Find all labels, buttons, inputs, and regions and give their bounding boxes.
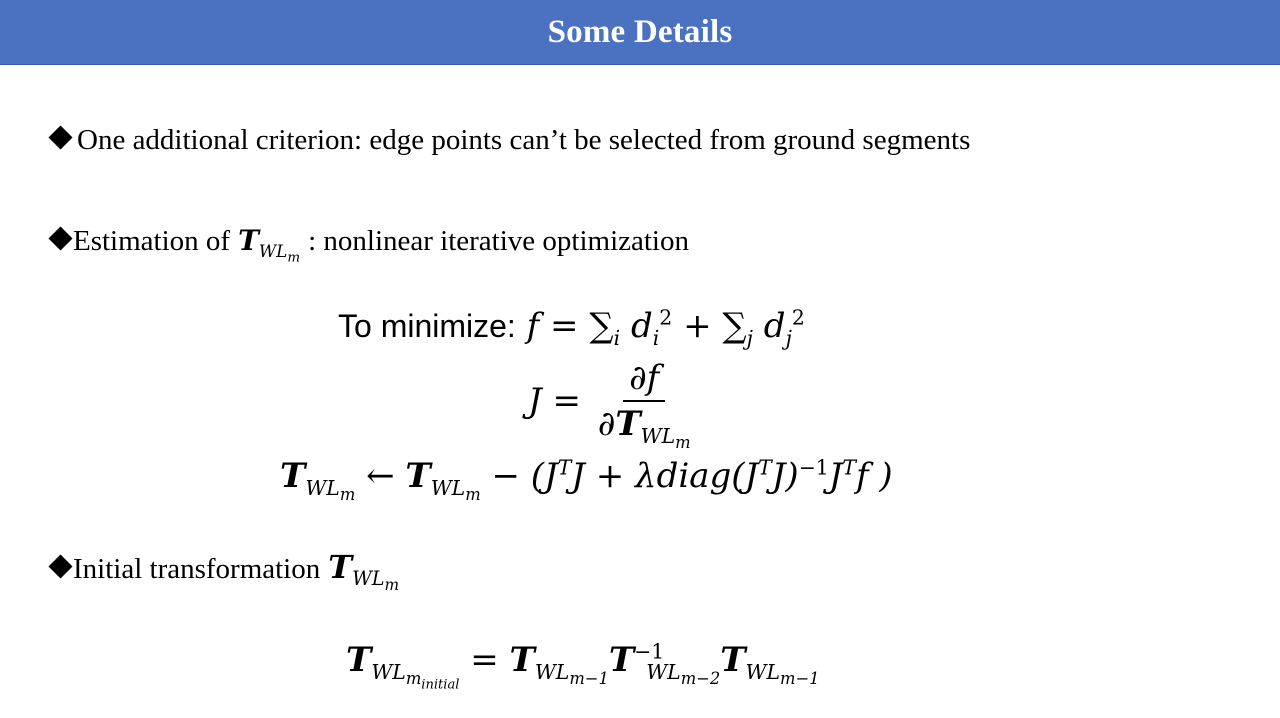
diamond-bullet-icon [48, 554, 72, 578]
bullet-estimation-suffix: : nonlinear iterative optimization [308, 225, 689, 257]
bullet-criterion [52, 124, 970, 157]
bullet-estimation [52, 224, 689, 265]
bullet-estimation-prefix: Estimation of [73, 225, 231, 257]
diamond-bullet-icon [48, 125, 72, 149]
equation-jacobian: J = $\frac{\partial f}{\partial T_{WL_m}}$ [528, 358, 697, 444]
math-T-WLm-initial: $T_{WL_m}$ [328, 548, 400, 595]
slide-title-bar [0, 0, 1280, 65]
minimize-formula: $f = \sum_i$ $d_i^2 + \sum_j$ $d_j^2$ [526, 305, 805, 350]
math-T-WLm: $T_{WL_m}$ [238, 224, 301, 265]
diamond-bullet-icon [48, 226, 72, 250]
slide-title: Some Details [547, 13, 733, 50]
bullet-initial [52, 548, 400, 595]
minimize-label: To minimize: [338, 308, 516, 344]
bullet-criterion-text: One additional criterion: edge points can’t be selected from ground segments [77, 124, 971, 156]
equation-minimize [338, 305, 805, 350]
equation-update-rule: $T_{WL_m}$ ← $T_{WL_m} - (J^TJ$ + $\lambda diag(J^TJ)^{-1}J^Tf$ ) [280, 455, 893, 504]
bullet-initial-prefix: Initial transformation [73, 553, 321, 585]
jacobian-fraction: $\frac{\partial f}{\partial T_{WL_m}}$ [597, 358, 691, 452]
equation-initial-transformation: $T_{WL_{m_{initial}}} = T_{WL_{m-1}}T^{-1}_{WL_{m-2}}T_{WL_{m-1}}$ [346, 639, 820, 693]
